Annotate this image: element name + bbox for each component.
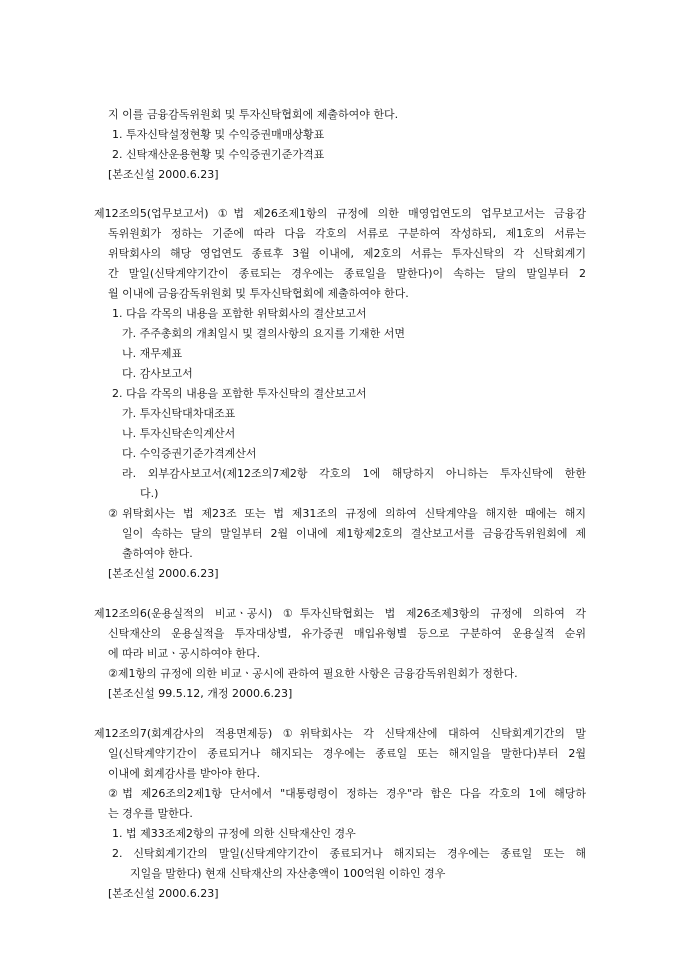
paragraph-2: ②위탁회사는 법 제23조 또는 법 제31조의 규정에 의하여 신탁계약을 해지한 때에는 해지 (108, 507, 586, 520)
text-line: 일이 속하는 달의 말일부터 2월 이내에 제1항제2호의 결산보고서를 금융감독위원회에 제 (122, 527, 586, 540)
text-line: 에 따라 비교ㆍ공시하여야 한다. (108, 647, 261, 660)
sub-list-item: 다. 수익증권기준가격계산서 (122, 447, 257, 460)
paragraph-2: ②제1항의 규정에 의한 비교ㆍ공시에 관하여 필요한 사항은 금융감독위원회가 정한다. (108, 667, 518, 680)
list-item: 1. 투자신탁설정현황 및 수익증권매매상황표 (112, 128, 325, 141)
text-line: 일(신탁계약기간이 종료되거나 해지되는 경우에는 종료일 또는 해지일을 말한다)부터 2월 (108, 747, 586, 760)
text-line: 지일을 말한다) 현재 신탁재산의 자산총액이 100억원 이하인 경우 (130, 867, 446, 880)
sub-list-item: 다. 감사보고서 (122, 367, 193, 380)
amendment-note: [본조신설 2000.6.23] (108, 887, 219, 900)
text-line: 월 이내에 금융감독위원회 및 투자신탁협회에 제출하여야 한다. (108, 287, 409, 300)
text-line: 간 말일(신탁계약기간이 종료되는 경우에는 종료일을 말한다)이 속하는 달의 말일부터 2 (108, 267, 586, 280)
amendment-note: [본조신설 2000.6.23] (108, 567, 219, 580)
amendment-note: [본조신설 2000.6.23] (108, 168, 219, 181)
list-item: 1. 다음 각목의 내용을 포함한 위탁회사의 결산보고서 (112, 307, 367, 320)
paragraph-2: ②법 제26조의2제1항 단서에서 "대통령령이 정하는 경우"라 함은 다음 각호의 1에 해당하 (108, 787, 586, 800)
text-line: 다.) (140, 487, 159, 500)
list-item: 1. 법 제33조제2항의 규정에 의한 신탁재산인 경우 (112, 827, 356, 840)
text-line: 위탁회사의 해당 영업연도 종료후 3월 이내에, 제2호의 서류는 투자신탁의 각 신탁회계기 (108, 247, 586, 260)
sub-list-item: 가. 투자신탁대차대조표 (122, 407, 236, 420)
article-heading-12-7: 제12조의7(회계감사의 적용면제등) ①위탁회사는 각 신탁재산에 대하여 신탁회계기간의 말 (94, 727, 586, 740)
sub-list-item: 라. 외부감사보고서(제12조의7제2항 각호의 1에 해당하지 아니하는 투자신탁에 한한 (122, 467, 586, 480)
sub-list-item: 나. 재무제표 (122, 347, 183, 360)
list-item: 2. 다음 각목의 내용을 포함한 투자신탁의 결산보고서 (112, 387, 367, 400)
text-line: 신탁재산의 운용실적을 투자대상별, 유가증권 매입유형별 등으로 구분하여 운용실적 순위 (108, 627, 586, 640)
article-heading-12-6: 제12조의6(운용실적의 비교ㆍ공시) ①투자신탁협회는 법 제26조제3항의 규정에 의하여 각 (94, 607, 586, 620)
article-heading-12-5: 제12조의5(업무보고서) ①법 제26조제1항의 규정에 의한 매영업연도의 업무보고서는 금융감 (94, 207, 586, 220)
list-item: 2. 신탁회계기간의 말일(신탁계약기간이 종료되거나 해지되는 경우에는 종료일 또는 해 (112, 847, 586, 860)
list-item: 2. 신탁재산운용현황 및 수익증권기준가격표 (112, 148, 325, 161)
text-line: 지 이를 금융감독위원회 및 투자신탁협회에 제출하여야 한다. (108, 108, 399, 121)
amendment-note: [본조신설 99.5.12, 개정 2000.6.23] (108, 687, 293, 700)
text-line: 는 경우를 말한다. (108, 807, 193, 820)
sub-list-item: 나. 투자신탁손익계산서 (122, 427, 236, 440)
text-line: 출하여야 한다. (122, 547, 193, 560)
text-line: 독위원회가 정하는 기준에 따라 다음 각호의 서류로 구분하여 작성하되, 제1호의 서류는 (108, 227, 586, 240)
text-line: 이내에 회계감사를 받아야 한다. (108, 767, 261, 780)
sub-list-item: 가. 주주총회의 개최일시 및 결의사항의 요지를 기재한 서면 (122, 327, 405, 340)
